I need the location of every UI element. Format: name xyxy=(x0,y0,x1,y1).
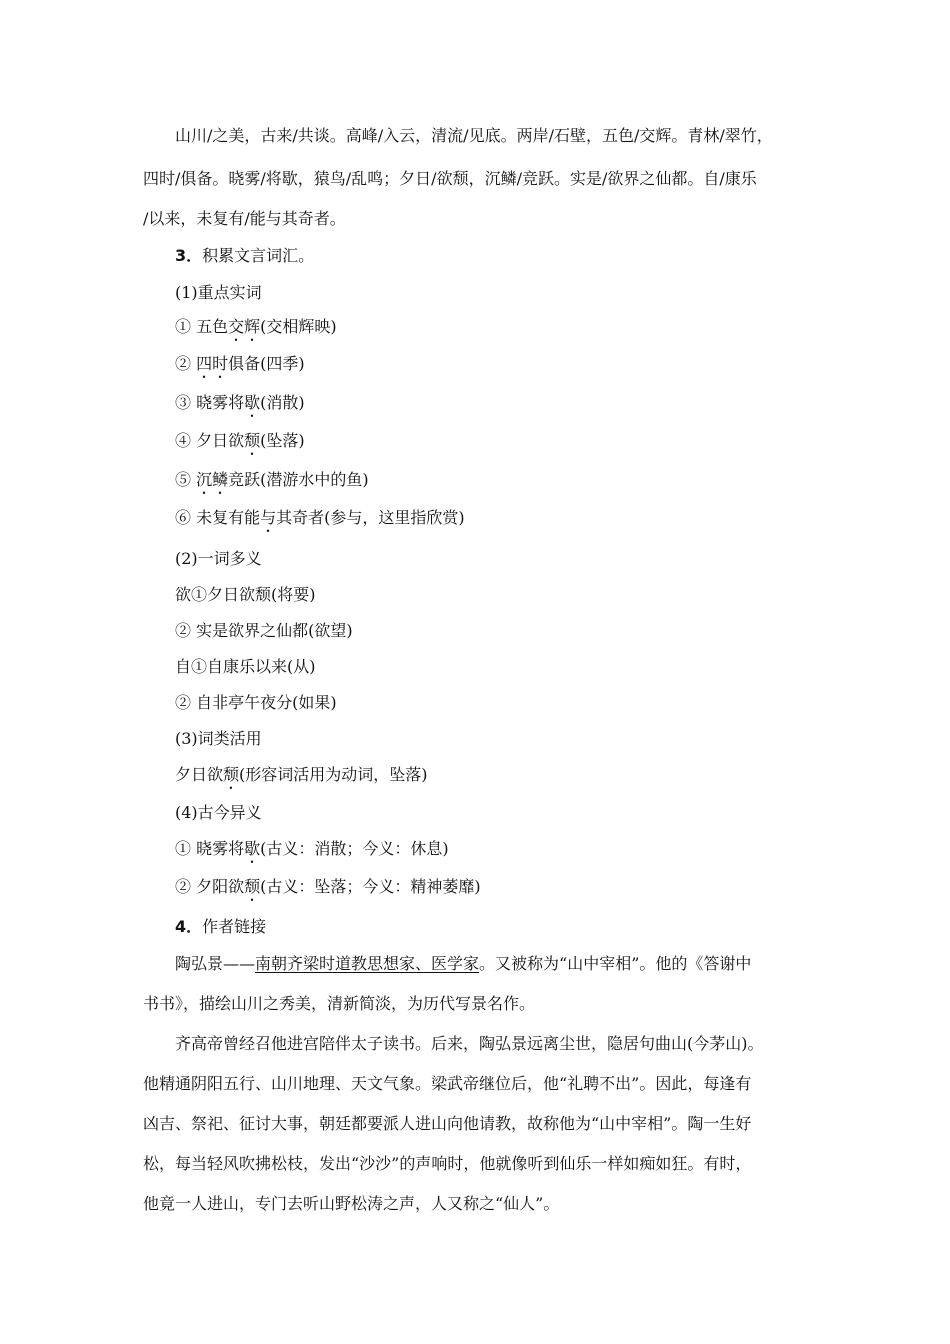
subsection-2-title: (2)一词多义 xyxy=(175,549,262,568)
emphasized-word: 四时 xyxy=(196,354,229,373)
author-para-2-line-2: 他精通阴阳五行、山川地理、天文气象。梁武帝继位后，他“礼聘不出”。因此，每逢有 xyxy=(143,1074,752,1093)
polysemy-item-2: ② 实是欲界之仙都(欲望) xyxy=(175,621,353,640)
vocab-gloss: (形容词活用为动词，坠落) xyxy=(239,765,428,784)
author-para-1-line-1 xyxy=(175,954,751,974)
passage-line-2: 四时/俱备。晓雾/将歇，猿鸟/乱鸣；夕日/欲颓，沉鳞/竞跃。实是/欲界之仙都。自/康乐 xyxy=(143,169,757,188)
vocab-gloss: (消散) xyxy=(260,393,305,412)
section-3-number: 3． xyxy=(175,246,203,265)
polysemy-item-3: 自①自康乐以来(从) xyxy=(175,657,316,676)
vocab-gloss: (古义：消散；今义：休息) xyxy=(260,839,449,858)
underlined-phrase: 南朝齐梁时道教思想家、医学家 xyxy=(255,954,480,973)
vocab-item-5 xyxy=(175,470,369,498)
ancient-modern-item-1 xyxy=(175,839,449,867)
subsection-4-title: (4)古今异义 xyxy=(175,803,262,822)
author-para-2-line-1: 齐高帝曾经召他进宫陪伴太子读书。后来，陶弘景远离尘世，隐居句曲山(今茅山)。 xyxy=(175,1034,764,1053)
vocab-text: ① 晓雾将 xyxy=(175,839,245,858)
vocab-text: ④ 夕日欲 xyxy=(175,431,245,450)
polysemy-item-1: 欲①夕日欲颓(将要) xyxy=(175,585,316,604)
author-para-1-line-2: 书书》，描绘山川之秀美，清新简淡，为历代写景名作。 xyxy=(143,994,536,1013)
vocab-gloss: 竞跃(潜游水中的鱼) xyxy=(228,470,369,489)
vocab-item-1 xyxy=(175,317,337,345)
section-3-title: 积累文言词汇。 xyxy=(202,246,315,265)
vocab-text: ② xyxy=(175,354,197,373)
author-para-2-line-3: 凶吉、祭祀、征讨大事，朝廷都要派人进山向他请教，故称他为“山中宰相”。陶一生好 xyxy=(143,1114,752,1133)
vocab-gloss: (交相辉映) xyxy=(260,317,337,336)
vocab-text: 夕日欲 xyxy=(175,765,224,784)
vocab-gloss: 其奇者(参与，这里指欣赏) xyxy=(276,508,465,527)
vocab-text: ① 五色 xyxy=(175,317,229,336)
vocab-gloss: (坠落) xyxy=(260,431,305,450)
author-para-2-line-4: 松，每当轻风吹拂松枝，发出“沙沙”的声响时，他就像听到仙乐一样如痴如狂。有时， xyxy=(143,1154,752,1173)
emphasized-word: 与 xyxy=(260,508,277,527)
emphasized-word: 颓 xyxy=(244,877,261,896)
ancient-modern-item-2 xyxy=(175,877,481,905)
vocab-text: ③ 晓雾将 xyxy=(175,393,245,412)
section-4-number: 4． xyxy=(175,917,203,936)
section-4-heading xyxy=(175,917,266,937)
emphasized-word: 颓 xyxy=(223,765,240,784)
emphasized-word: 颓 xyxy=(244,431,261,450)
emphasized-word: 沉鳞 xyxy=(196,470,229,489)
vocab-gloss: 俱备(四季) xyxy=(228,354,305,373)
subsection-1-title: (1)重点实词 xyxy=(175,283,262,302)
section-4-title: 作者链接 xyxy=(202,917,267,936)
vocab-text: ⑥ 未复有能 xyxy=(175,508,261,527)
section-3-heading xyxy=(175,246,314,266)
author-name: 陶弘景—— xyxy=(175,954,256,973)
vocab-item-4 xyxy=(175,431,305,459)
word-class-item xyxy=(175,765,428,793)
vocab-gloss: (古义：坠落；今义：精神萎靡) xyxy=(260,877,481,896)
passage-line-3: /以来，未复有/能与其奇者。 xyxy=(143,209,346,228)
emphasized-word: 歇 xyxy=(244,393,261,412)
author-text: 。又被称为“山中宰相”。他的《答谢中 xyxy=(479,954,752,973)
polysemy-item-4: ② 自非亭午夜分(如果) xyxy=(175,693,337,712)
emphasized-word: 交辉 xyxy=(228,317,261,336)
vocab-item-3 xyxy=(175,393,305,421)
passage-line-1: 山川/之美，古来/共谈。高峰/入云，清流/见底。两岸/石壁，五色/交辉。青林/翠竹， xyxy=(175,126,773,145)
subsection-3-title: (3)词类活用 xyxy=(175,729,262,748)
vocab-item-2 xyxy=(175,354,305,382)
vocab-item-6 xyxy=(175,508,465,536)
vocab-text: ⑤ xyxy=(175,470,197,489)
emphasized-word: 歇 xyxy=(244,839,261,858)
author-para-2-line-5: 他竟一人进山，专门去听山野松涛之声，人又称之“仙人”。 xyxy=(143,1194,560,1213)
vocab-text: ② 夕阳欲 xyxy=(175,877,245,896)
